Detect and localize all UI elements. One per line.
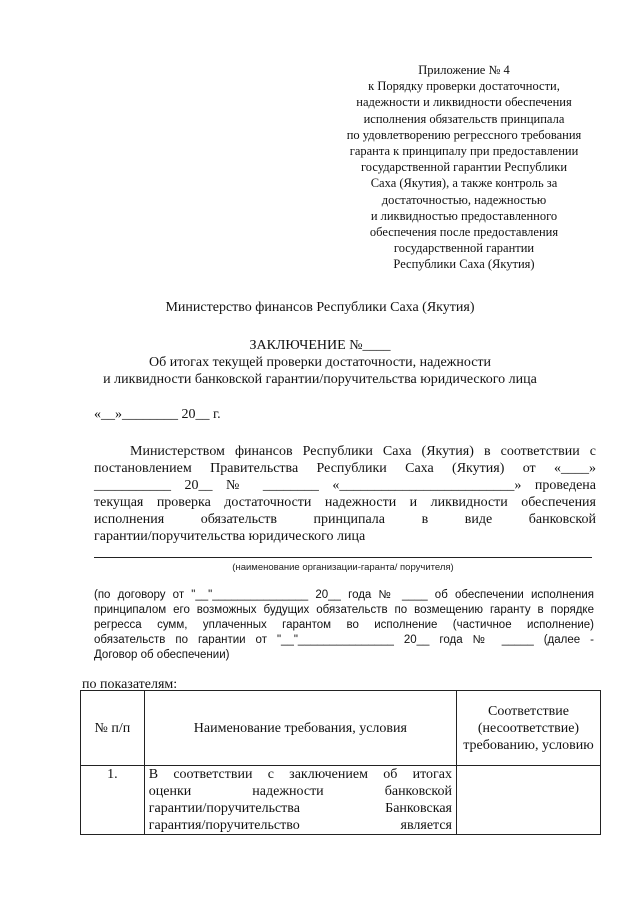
appendix-line: достаточностью, надежностью xyxy=(381,192,547,207)
row-text-line: гарантии/поручительства Банковская xyxy=(148,801,452,816)
row-text-line: оценки надежности банковской xyxy=(148,784,452,799)
appendix-line: государственной гарантии xyxy=(393,241,535,256)
contract-paragraph xyxy=(94,588,594,663)
row-compliance[interactable] xyxy=(456,766,600,835)
appendix-line: Приложение № 4 xyxy=(418,63,510,77)
document-title xyxy=(0,337,640,388)
header-compliance: Соответствие (несоответствие) требованию, условию xyxy=(456,691,600,766)
paragraph-line: ___________ 20__ № ________ «_________________________» проведена xyxy=(94,478,596,493)
requirements-table xyxy=(80,690,601,835)
paragraph-line: гарантии/поручительства юридического лица xyxy=(94,529,366,544)
row-text-line: гарантия/поручительство является xyxy=(148,818,452,833)
appendix-line: к Порядку проверки достаточности, xyxy=(368,79,560,94)
title-number: ЗАКЛЮЧЕНИЕ №____ xyxy=(249,338,391,353)
table-header-row xyxy=(81,691,601,766)
paragraph-line: исполнения обязательств принципала в виде банковской xyxy=(94,512,596,527)
paragraph-line: постановлением Правительства Республики Саха (Якутия) от «____» xyxy=(94,461,596,476)
guarantor-caption: (наименование организации-гаранта/ поручителя) xyxy=(232,562,454,573)
appendix-line: и ликвидностью предоставленного xyxy=(370,208,558,223)
contract-line: обязательств по гарантии от "__"_______________ 20__ года № _____ (далее - xyxy=(94,634,594,646)
indicators-label: по показателям: xyxy=(82,677,178,692)
paragraph-line: текущая проверка достаточности надежности и ликвидности обеспечения xyxy=(94,495,596,510)
table-row xyxy=(81,766,601,835)
row-requirement xyxy=(144,766,456,835)
appendix-line: по удовлетворению регрессного требования xyxy=(346,127,582,142)
contract-line: принципалом его возможных будущих обязательств по возмещению гаранту в порядке xyxy=(94,604,594,616)
document-date: «__»________ 20__ г. xyxy=(94,407,221,422)
row-text-line: В соответствии с заключением об итогах xyxy=(148,767,452,782)
contract-line: (по договору от "__"_______________ 20__ года № ____ об обеспечении исполнения xyxy=(94,589,594,601)
contract-line: Договор об обеспечении) xyxy=(94,649,230,661)
ministry-name: Министерство финансов Республики Саха (Якутия) xyxy=(165,300,475,315)
row-number: 1. xyxy=(81,766,145,835)
appendix-line: исполнения обязательств принципала xyxy=(363,111,565,126)
appendix-header xyxy=(318,62,610,273)
appendix-line: обеспечения после предоставления xyxy=(369,225,559,240)
appendix-line: надежности и ликвидности обеспечения xyxy=(356,95,572,110)
appendix-line: Саха (Якутия), а также контроль за xyxy=(370,176,558,191)
header-requirement: Наименование требования, условия xyxy=(144,691,456,766)
appendix-line: государственной гарантии Республики xyxy=(360,160,568,175)
guarantor-fill-line xyxy=(94,557,592,558)
appendix-line: Республики Саха (Якутия) xyxy=(393,257,535,272)
header-number: № п/п xyxy=(81,691,145,766)
appendix-line: гаранта к принципалу при предоставлении xyxy=(349,144,579,159)
intro-paragraph xyxy=(94,443,596,545)
title-subject-line: и ликвидности банковской гарантии/поручительства юридического лица xyxy=(103,372,537,387)
title-subject-line: Об итогах текущей проверки достаточности, надежности xyxy=(148,355,492,370)
contract-line: регресса сумм, уплаченных гарантом во исполнение (частичное исполнение) xyxy=(94,619,594,631)
paragraph-line: Министерством финансов Республики Саха (Якутия) в соответствии с xyxy=(130,444,596,459)
